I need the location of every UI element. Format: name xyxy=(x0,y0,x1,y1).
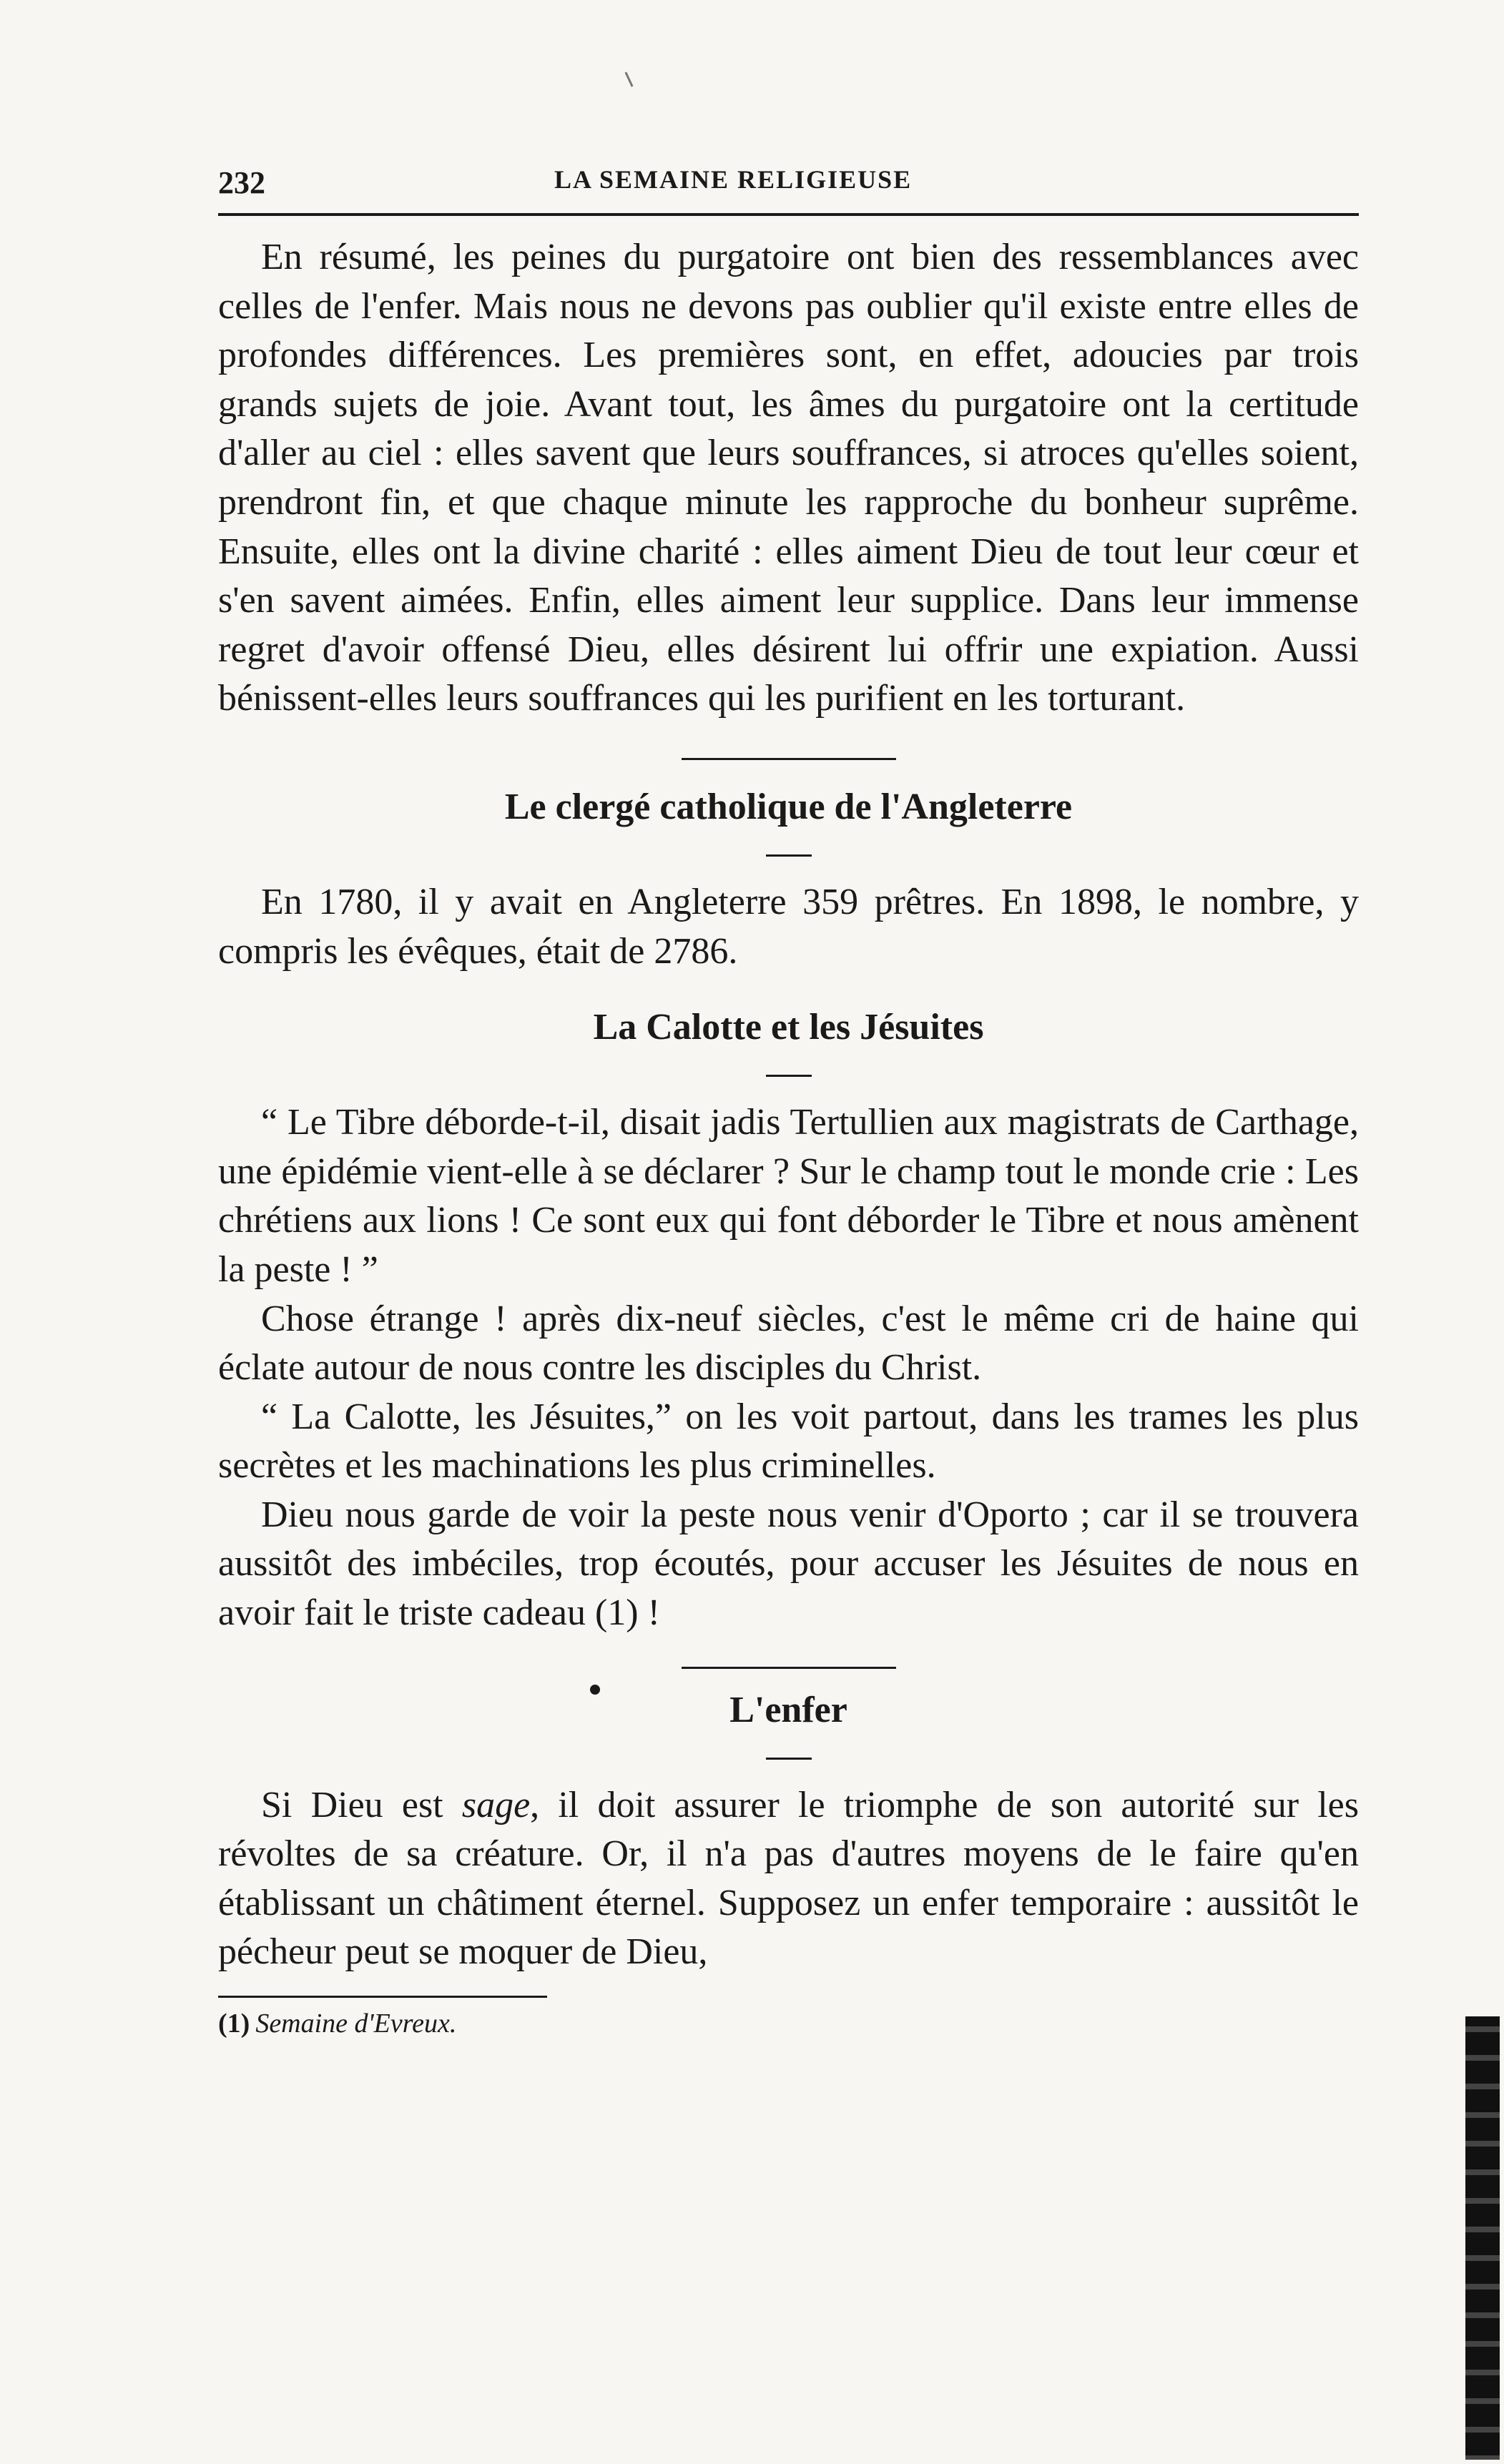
title-dash xyxy=(766,1075,812,1077)
paragraph-clerge: En 1780, il y avait en Angleterre 359 prêtres. En 1898, le nombre, y compris les évêques, était de 2786. xyxy=(218,881,1359,972)
intro-paragraph: En résumé, les peines du purgatoire ont bien des ressemblances avec celles de l'enfer. Mais nous ne devons pas oublier qu'il existe entre elles de profondes différences. Les premières sont, en effet, adoucies par trois grands sujets de joie. Avant tout, les âmes du purgatoire ont la certitude d'aller au ciel : elles savent que leurs souffrances, si atroces qu'elles soient, prendront fin, et que chaque minute les rapproche du bonheur suprême. Ensuite, elles ont la divine charité : elles aiment Dieu de tout leur cœur et s'en savent aimées. Enfin, elles aiment leur supplice. Dans leur immense regret d'avoir offensé Dieu, elles désirent lui offrir une expiation. Aussi bénissent-elles leurs souffrances qui les purifient en les torturant. xyxy=(218,237,1359,719)
section-title-enfer: L'enfer xyxy=(729,1689,847,1730)
paragraph-enfer-emphasis: sage xyxy=(461,1784,531,1825)
page-number: 232 xyxy=(218,165,265,200)
paragraph-calotte-4: Dieu nous garde de voir la peste nous venir d'Oporto ; car il se trouvera aussitôt des imbéciles, trop écoutés, pour accuser les Jésuites de nous en avoir fait le triste cadeau (1) ! xyxy=(218,1494,1359,1634)
paragraph-calotte-2: Chose étrange ! après dix-neuf siècles, c'est le même cri de haine qui éclate autour de nous contre les disciples du Christ. xyxy=(218,1298,1359,1389)
paragraph-calotte-1: “ Le Tibre déborde-t-il, disait jadis Tertullien aux magistrats de Carthage, une épidémie vient-elle à se déclarer ? Sur le champ tout le monde crie : Les chrétiens aux lions ! Ce sont eux qui font déborder le Tibre et nous amènent la peste ! ” xyxy=(218,1102,1359,1290)
section-title-clerge: Le clergé catholique de l'Angleterre xyxy=(504,786,1073,827)
footnote-rule xyxy=(218,1996,547,1998)
paragraph-calotte-3: “ La Calotte, les Jésuites,” on les voit partout, dans les trames les plus secrètes et les machinations les plus criminelles. xyxy=(218,1396,1359,1487)
scan-edge-mark xyxy=(1465,2016,1500,2460)
footnote xyxy=(218,2008,1359,2039)
page xyxy=(218,164,1359,2039)
margin-tick-mark xyxy=(624,72,633,87)
title-dash xyxy=(766,1758,812,1760)
section-separator xyxy=(682,758,896,760)
page-header xyxy=(218,164,1359,207)
paragraph-enfer xyxy=(218,1781,1359,1977)
footnote-text: Semaine d'Evreux. xyxy=(255,2009,457,2039)
running-title: LA SEMAINE RELIGIEUSE xyxy=(554,165,913,194)
bullet-dot xyxy=(590,1685,600,1695)
footnote-number: (1) xyxy=(218,2009,250,2039)
header-rule xyxy=(218,213,1359,216)
paragraph-enfer-rest: , il doit assurer le triomphe de son autorité sur les révoltes de sa créature. Or, il n'a pas d'autres moyens de le faire qu'en établissant un châtiment éternel. Supposez un enfer temporaire : aussitôt le pécheur peut se moquer de Dieu, xyxy=(218,1784,1359,1973)
section-title-calotte: La Calotte et les Jésuites xyxy=(593,1007,984,1048)
section-separator xyxy=(682,1667,896,1669)
paragraph-enfer-start: Si Dieu est xyxy=(261,1784,462,1825)
title-dash xyxy=(766,854,812,857)
